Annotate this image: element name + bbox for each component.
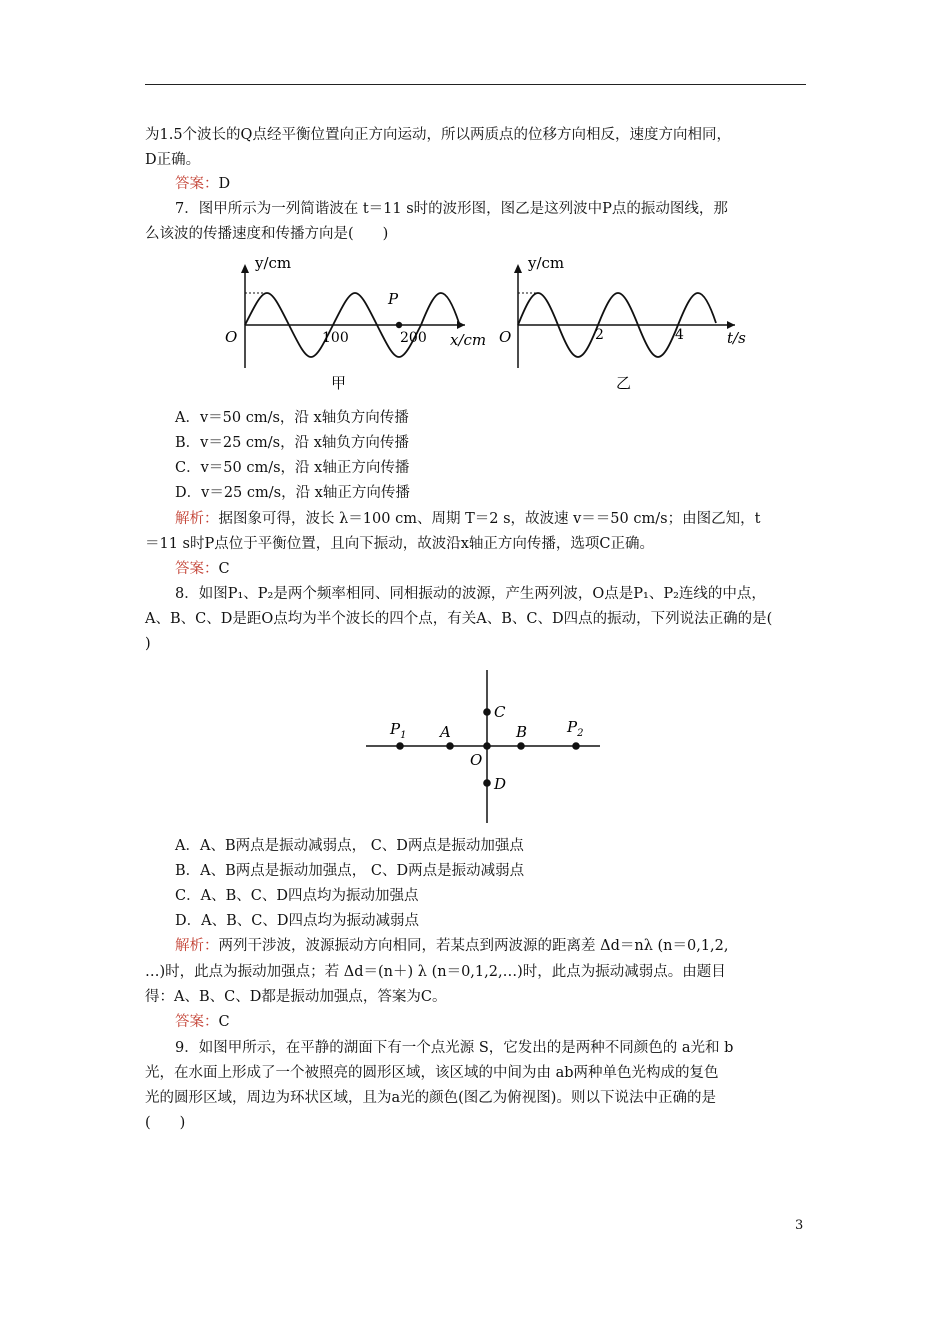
t-axis-label: t/s xyxy=(727,329,746,347)
x-tick-label: 100 xyxy=(322,330,349,346)
wave-graph-jia xyxy=(225,254,486,392)
t-tick-label: 2 xyxy=(595,327,604,343)
answer-label: 答案： xyxy=(175,561,219,577)
answer-7 xyxy=(175,559,230,579)
origin-label: O xyxy=(225,328,238,346)
answer-value: C xyxy=(218,561,230,577)
option-c: C．v＝50 cm/s，沿 x轴正方向传播 xyxy=(175,460,410,476)
point-a xyxy=(446,742,454,750)
answer-value: D xyxy=(218,176,231,192)
analysis-7-line: ＝11 s时P点位于平衡位置，且向下振动，故波沿x轴正方向传播，选项C正确。 xyxy=(145,536,655,552)
option-a: A．v＝50 cm/s，沿 x轴负方向传播 xyxy=(175,410,409,426)
point-p-label: P xyxy=(388,290,399,308)
page-number: 3 xyxy=(795,1218,804,1233)
answer-value: C xyxy=(218,1014,230,1030)
question-9-line: ( ) xyxy=(145,1115,186,1131)
y-axis-arrow xyxy=(514,264,522,273)
t-axis-arrow xyxy=(727,321,735,329)
answer-6 xyxy=(175,174,230,194)
option-d: D．v＝25 cm/s，沿 x轴正方向传播 xyxy=(175,485,410,501)
point-p1 xyxy=(396,742,404,750)
question-7-line: 7．图甲所示为一列简谐波在 t＝11 s时的波形图，图乙是这列波中P点的振动图线，那 xyxy=(175,201,728,217)
question-8-line: ) xyxy=(145,636,151,652)
question-8-line: 8．如图P₁、P₂是两个频率相同、同相振动的波源，产生两列波，O点是P₁、P₂连线的中点， xyxy=(175,586,766,602)
y-axis-arrow xyxy=(241,264,249,273)
label-b: B xyxy=(516,723,528,741)
figure-caption: 乙 xyxy=(616,374,632,392)
analysis-label: 解析： xyxy=(175,511,219,527)
question-9-line: 光的圆形区域，周边为环状区域，且为a光的颜色(图乙为俯视图)。则以下说法中正确的是 xyxy=(145,1090,716,1106)
question-7-line: 么该波的传播速度和传播方向是( ) xyxy=(145,226,389,242)
y-axis-label: y/cm xyxy=(528,254,565,272)
figure-7 xyxy=(215,250,775,400)
question-8-line: A、B、C、D是距O点均为半个波长的四个点，有关A、B、C、D四点的振动，下列说法正确的是( xyxy=(145,611,773,627)
text-line: 为1.5个波长的Q点经平衡位置向正方向运动，所以两质点的位移方向相反，速度方向相同， xyxy=(145,127,731,143)
point-c xyxy=(483,708,491,716)
question-9-line: 光，在水面上形成了一个被照亮的圆形区域，该区域的中间为由 ab两种单色光构成的复色 xyxy=(145,1065,719,1081)
analysis-8 xyxy=(175,936,729,956)
analysis-text: 据图象可得，波长 λ＝100 cm、周期 T＝2 s，故波速 v＝＝50 cm/s；由图乙知，t xyxy=(218,511,761,527)
point-o xyxy=(483,742,491,750)
point-b xyxy=(517,742,525,750)
vibration-graph-yi xyxy=(499,254,746,392)
analysis-7 xyxy=(175,509,760,529)
header-rule xyxy=(145,84,806,85)
label-c: C xyxy=(494,703,506,721)
label-o: O xyxy=(470,751,483,769)
answer-label: 答案： xyxy=(175,176,219,192)
option-c: C．A、B、C、D四点均为振动加强点 xyxy=(175,888,419,904)
option-a: A．A、B两点是振动减弱点， C、D两点是振动加强点 xyxy=(175,838,524,854)
option-b: B．v＝25 cm/s，沿 x轴负方向传播 xyxy=(175,435,409,451)
answer-label: 答案： xyxy=(175,1014,219,1030)
point-p xyxy=(396,322,402,328)
point-p2 xyxy=(572,742,580,750)
analysis-8-line: 得：A、B、C、D都是振动加强点，答案为C。 xyxy=(145,989,447,1005)
question-9-line: 9．如图甲所示，在平静的湖面下有一个点光源 S，它发出的是两种不同颜色的 a光和 b xyxy=(175,1040,734,1056)
option-b: B．A、B两点是振动加强点， C、D两点是振动减弱点 xyxy=(175,863,525,879)
t-tick-label: 4 xyxy=(675,327,684,343)
origin-label: O xyxy=(499,328,512,346)
text-line: D正确。 xyxy=(145,152,201,168)
figure-caption: 甲 xyxy=(331,374,347,392)
answer-8 xyxy=(175,1012,230,1032)
x-axis-label: x/cm xyxy=(450,331,487,349)
label-p2: $P_2$ xyxy=(567,718,584,739)
label-d: D xyxy=(494,775,507,793)
y-axis-label: y/cm xyxy=(255,254,292,272)
x-tick-label: 200 xyxy=(400,330,427,346)
analysis-label: 解析： xyxy=(175,938,219,954)
label-p1: $P_1$ xyxy=(390,720,407,741)
label-a: A xyxy=(440,723,451,741)
point-d xyxy=(483,779,491,787)
analysis-8-line: …)时，此点为振动加强点；若 Δd＝(n＋) λ (n＝0,1,2,…)时，此点为振动减弱点。由题目 xyxy=(145,964,726,980)
figure-8 xyxy=(360,665,610,825)
analysis-text: 两列干涉波，波源振动方向相同，若某点到两波源的距离差 Δd＝nλ (n＝0,1,2, xyxy=(218,938,729,954)
option-d: D．A、B、C、D四点均为振动减弱点 xyxy=(175,913,419,929)
